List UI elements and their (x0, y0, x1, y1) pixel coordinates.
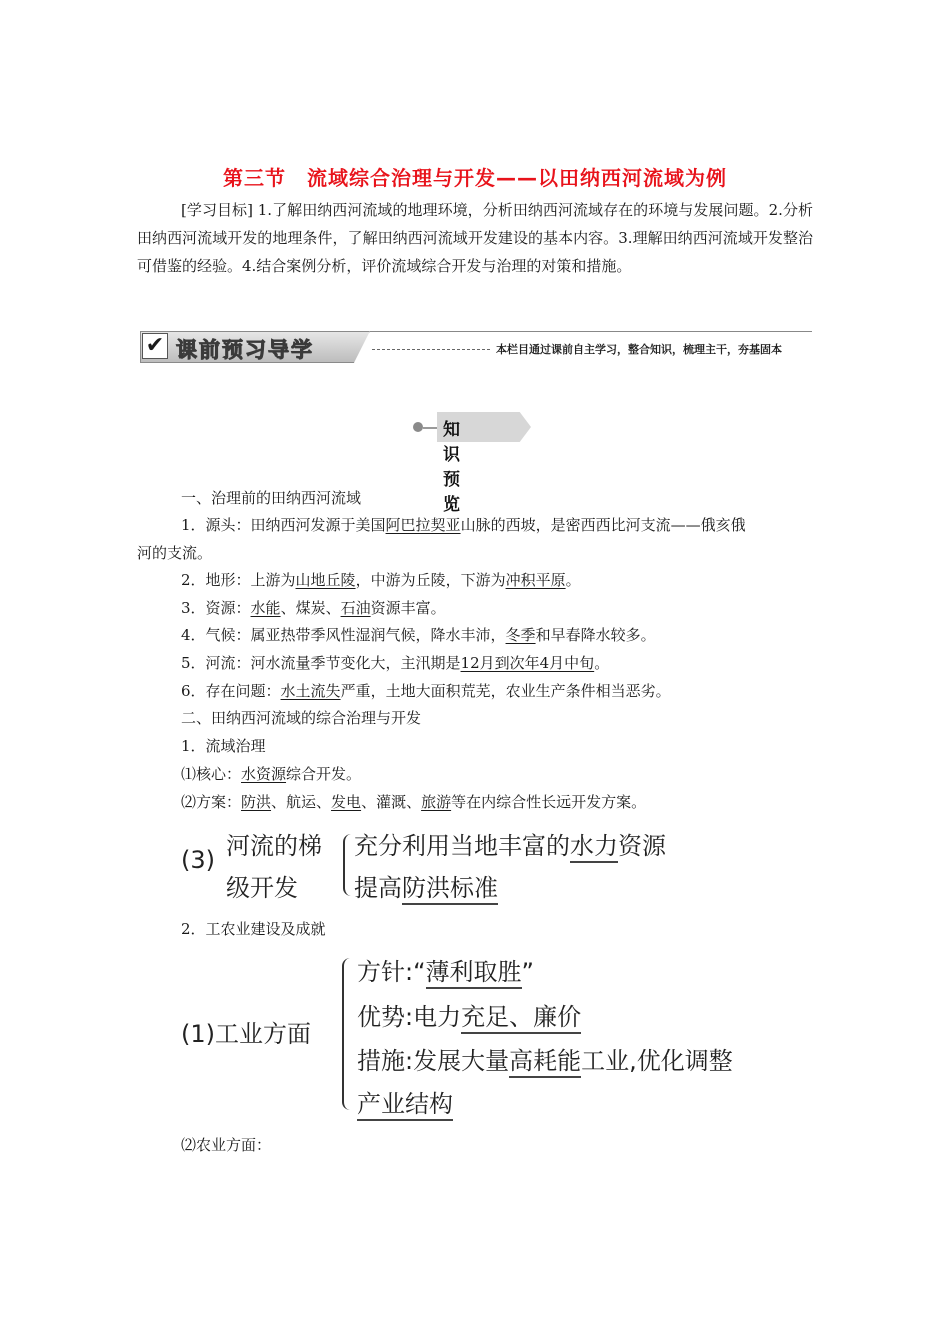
item-climate (181, 623, 656, 647)
text: 1．源头：田纳西河发源于美国 (181, 516, 386, 534)
industry-measures-cont (357, 1084, 453, 1119)
answer-underline: 水土流失 (280, 682, 341, 700)
text: 方针:“ (357, 958, 426, 986)
answer-underline: 防洪 (241, 793, 272, 811)
cascade-item-2 (354, 868, 498, 903)
cascade-title-2: 级开发 (226, 874, 298, 902)
dot-icon (413, 422, 423, 432)
text: 资源丰富。 (370, 599, 446, 617)
answer-underline: 水资源 (241, 765, 287, 783)
text: 优势:电力 (357, 1003, 462, 1031)
section-banner (140, 331, 812, 363)
item-resources (181, 596, 446, 620)
brace-icon (342, 958, 353, 1110)
subsection-2: 2．工农业建设及成就 (181, 920, 326, 938)
text: 、灌溉、 (361, 793, 422, 811)
text: 。 (565, 571, 581, 589)
text: 山脉的西坡，是密西西比河支流——俄亥俄 (460, 516, 746, 534)
text: 3．资源： (181, 599, 251, 617)
text: 4．气候：属亚热带季风性湿润气候，降水丰沛， (181, 626, 506, 644)
banner-subtitle: 本栏目通过课前自主学习，整合知识，梳理主干，夯基固本 (496, 343, 782, 356)
brace-icon (343, 834, 353, 896)
text: ⑴核心： (181, 765, 242, 783)
item-river (181, 651, 609, 675)
text: 、煤炭、 (280, 599, 341, 617)
text: 2．地形：上游为 (181, 571, 296, 589)
item-plan (181, 790, 646, 814)
industry-label: (1)工业方面 (181, 1020, 311, 1048)
text: 等在内综合性长远开发方案。 (451, 793, 647, 811)
text: 提高 (354, 874, 402, 902)
text: 、航运、 (271, 793, 332, 811)
answer-underline: 12月到次年4月中旬 (460, 654, 595, 672)
subsection-1: 1．流域治理 (181, 737, 266, 755)
learning-objectives: [学习目标] 1.了解田纳西河流域的地理环境，分析田纳西河流域存在的环境与发展问题。2.分析田纳西河流域开发的地理条件，了解田纳西河流域开发建设的基本内容。3.理解田纳西河流域开发整治可借鉴的经验。4.结合案例分析，评价流域综合开发与治理的对策和措施。 (137, 201, 813, 275)
answer-underline: 水力 (570, 832, 618, 863)
answer-underline: 旅游 (421, 793, 452, 811)
item-terrain (181, 568, 581, 592)
answer-underline: 、廉价 (509, 1003, 581, 1034)
agriculture-heading: ⑵农业方面： (181, 1136, 272, 1154)
answer-underline: 冬季 (505, 626, 536, 644)
item-source (181, 513, 746, 537)
text: 资源 (618, 832, 666, 860)
answer-underline: 薄利取胜 (426, 958, 522, 989)
answer-underline: 山地丘陵 (295, 571, 356, 589)
industry-measures (357, 1041, 733, 1076)
answer-underline: 充足 (461, 1003, 509, 1034)
answer-underline: 发电 (331, 793, 362, 811)
answer-underline: 水能 (250, 599, 281, 617)
part1-heading: 一、治理前的田纳西河流域 (181, 489, 362, 507)
section-label-text: 知识预览 (443, 420, 461, 515)
answer-underline: 阿巴拉契亚 (385, 516, 461, 534)
answer-underline: 冲积平原 (505, 571, 566, 589)
text: 综合开发。 (286, 765, 362, 783)
item-problems (181, 679, 671, 703)
cascade-item-1 (354, 826, 666, 861)
banner-top-line (370, 331, 812, 332)
answer-underline: 防洪标准 (402, 874, 498, 905)
label-connector (423, 427, 439, 429)
part2-heading: 二、田纳西河流域的综合治理与开发 (181, 709, 422, 727)
answer-underline: 产业结构 (357, 1090, 453, 1121)
page-title: 第三节 流域综合治理与开发——以田纳西河流域为例 (223, 166, 727, 190)
banner-label: 课前预习导学 (176, 338, 314, 362)
text: ，中游为丘陵，下游为 (355, 571, 506, 589)
text: 5．河流：河水流量季节变化大，主汛期是 (181, 654, 461, 672)
answer-underline: 石油 (340, 599, 371, 617)
banner-dashed-line (372, 349, 490, 350)
item-source-cont: 河的支流。 (137, 544, 213, 562)
answer-underline: 高耗能 (509, 1047, 581, 1078)
text: 6．存在问题： (181, 682, 281, 700)
text: ” (521, 958, 534, 986)
item-core (181, 762, 361, 786)
text: 充分利用当地丰富的 (354, 832, 570, 860)
cascade-title-1: 河流的梯 (226, 832, 322, 860)
industry-policy (357, 952, 534, 987)
industry-advantage (357, 997, 581, 1032)
text: 和早春降水较多。 (535, 626, 656, 644)
text: 严重，土地大面积荒芜，农业生产条件相当恶劣。 (340, 682, 671, 700)
text: 。 (594, 654, 610, 672)
cascade-number: (3) (181, 846, 215, 874)
checkmark-icon: ✔ (142, 333, 168, 359)
text: ⑵方案： (181, 793, 242, 811)
text: 工业,优化调整 (581, 1047, 733, 1075)
text: 措施:发展大量 (357, 1047, 510, 1075)
